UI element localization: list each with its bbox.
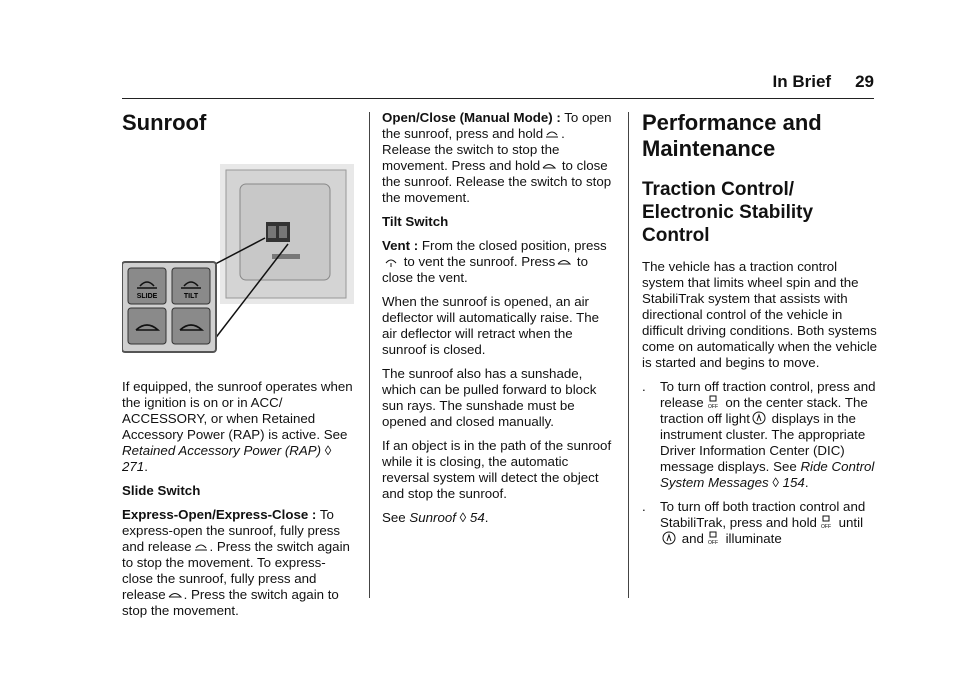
deflector-text: When the sunroof is opened, an air deflector will automatically raise. The air deflector will retract when the sunroof is closed.: [382, 294, 600, 357]
close-icon: [557, 254, 571, 268]
close-icon: [168, 587, 182, 601]
tilt-switch-heading: Tilt Switch: [382, 214, 449, 229]
open-close-text: Open/Close (Manual Mode) : To open the sunroof, press and hold . Release the switch to stop the movement. Press and hold to close the sunroof. Release the switch to stop the movement.: [382, 110, 612, 205]
stabilitrak-off-icon: [706, 531, 720, 545]
subheading-traction-control: Traction Control/ Electronic Stability Control: [642, 179, 814, 246]
traction-off-light-icon: [662, 531, 676, 545]
tilt-vent-icon: [384, 254, 398, 268]
traction-intro: The vehicle has a traction control system that limits wheel spin and the StabiliTrak system that assists with directional control of the vehicle in difficult driving conditions. Both systems come on automatically when the vehicle is started and begins to move.: [642, 259, 878, 370]
section-heading-sunroof: Sunroof: [122, 110, 207, 135]
sunroof-switch-figure: [122, 164, 354, 364]
traction-off-light-icon: [752, 411, 766, 425]
section-title: In Brief: [772, 72, 832, 91]
svg-text:OFF: OFF: [707, 540, 718, 545]
see-sunroof: See Sunroof ◊ 54.: [382, 510, 489, 525]
header-rule: [122, 98, 874, 99]
slide-open-icon: [545, 126, 559, 140]
section-heading-performance: Performance and Maintenance: [642, 110, 822, 161]
slide-label: SLIDE: [136, 293, 158, 300]
column-divider: [369, 112, 370, 598]
rap-reference-link[interactable]: Retained Accessory Power (RAP): [122, 443, 322, 458]
ride-control-reference-link[interactable]: Ride Control System Messages: [660, 459, 875, 490]
list-item: . To turn off traction control, press and release OFF on the center stack. The traction off light displays in the instrument cluster. The appropriate Driver Information Center (DIC) message displays. See Ride Control System Messages ◊ 154.: [642, 379, 876, 490]
page-number: 29: [855, 72, 874, 91]
column-right: [642, 110, 878, 555]
tilt-label: TILT: [183, 293, 199, 300]
sunshade-text: The sunroof also has a sunshade, which can be pulled forward to block sun rays. The sunshade must be opened and closed manually.: [382, 366, 597, 429]
slide-open-icon: [194, 539, 208, 553]
express-open-text: Express-Open/Express-Close : To express-open the sunroof, fully press and release . Press the switch again to stop the movement. To express-close the sunroof, fully press and release . Press the switch again to stop the movement.: [122, 507, 350, 618]
close-icon: [542, 158, 556, 172]
page-ref-icon: ◊: [772, 475, 779, 490]
svg-text:OFF: OFF: [820, 524, 831, 529]
page-ref-icon: ◊: [324, 443, 332, 458]
column-middle: [382, 110, 616, 534]
svg-text:OFF: OFF: [707, 404, 718, 409]
traction-control-button-icon: [819, 515, 833, 529]
slide-switch-heading: Slide Switch: [122, 483, 201, 498]
traction-control-button-icon: [706, 395, 720, 409]
column-left: [122, 110, 354, 627]
page-header: [773, 72, 874, 92]
page-ref-icon: ◊: [459, 510, 467, 525]
column-divider: [628, 112, 629, 598]
list-item: . To turn off both traction control and StabiliTrak, press and hold OFF until and OFF illuminate: [642, 499, 866, 546]
sunroof-intro: If equipped, the sunroof operates when the ignition is on or in ACC/ ACCESSORY, or when Retained Accessory Power (RAP) is active. See Retained Accessory Power (RAP) ◊ 271.: [122, 379, 353, 474]
vent-text: Vent : From the closed position, press to vent the sunroof. Press to close the vent.: [382, 238, 607, 285]
object-reversal-text: If an object is in the path of the sunroof while it is closing, the automatic reversal system will detect the object and stop the sunroof.: [382, 438, 612, 501]
sunroof-reference-link[interactable]: Sunroof: [409, 510, 456, 525]
